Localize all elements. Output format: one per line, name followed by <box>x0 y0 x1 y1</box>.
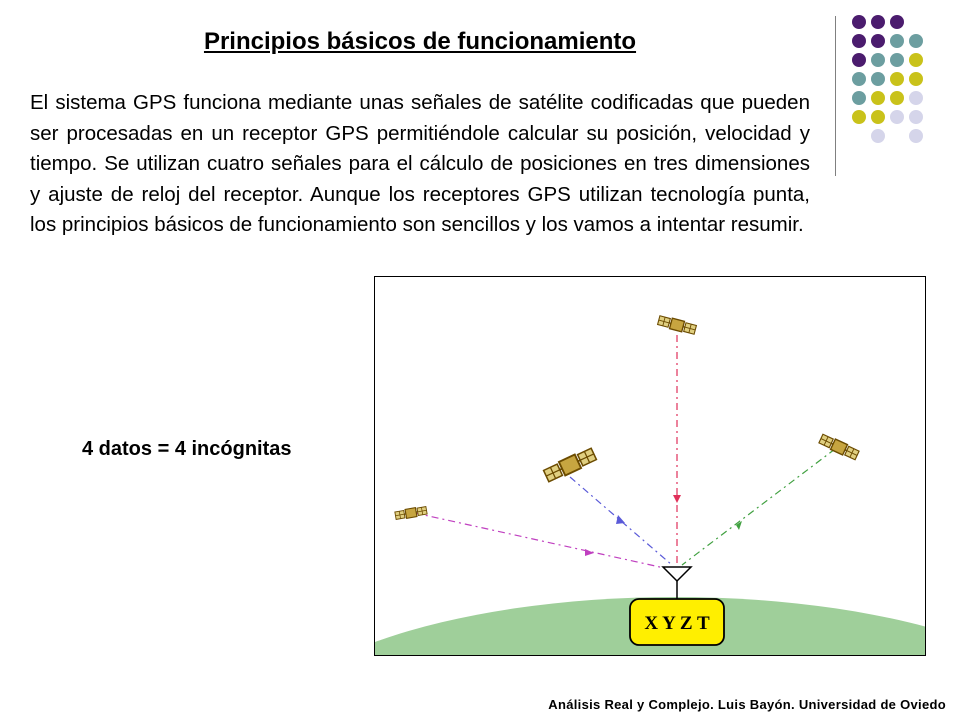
decorative-dot <box>909 72 923 86</box>
gps-diagram <box>374 276 926 656</box>
decorative-dot <box>852 72 866 86</box>
decorative-dot <box>871 15 885 29</box>
satellite-icon-left-lower <box>395 506 428 520</box>
decorative-dot <box>890 15 904 29</box>
decorative-dot <box>909 91 923 105</box>
decorative-dot <box>871 34 885 48</box>
decorative-dot <box>871 72 885 86</box>
decorative-dot <box>852 110 866 124</box>
decorative-dot <box>871 129 885 143</box>
decorative-dot <box>852 91 866 105</box>
page-title: Principios básicos de funcionamiento <box>203 28 637 55</box>
decorative-dot <box>890 91 904 105</box>
receiver-antenna-icon <box>663 567 691 599</box>
decorative-dot <box>909 34 923 48</box>
arrow-magenta <box>585 549 594 556</box>
arrow-blue <box>616 515 625 524</box>
satellite-icon-top <box>657 315 696 335</box>
decorative-dot <box>890 34 904 48</box>
decorative-dot <box>909 53 923 67</box>
footer-credit: Análisis Real y Complejo. Luis Bayón. Universidad de Oviedo <box>548 697 946 712</box>
equation-label: 4 datos = 4 incógnitas <box>82 438 292 460</box>
body-paragraph: El sistema GPS funciona mediante unas señales de satélite codificadas que pueden ser procesadas en un receptor GPS permitiéndole calcular su posición, velocidad y tiempo. Se utilizan cuatro señales para el cálculo de posiciones en tres dimensiones y ajuste de reloj del receptor. Aunque los receptores GPS utilizan tecnología punta, los principios básicos de funcionamiento son sencillos y los vamos a intentar resumir. <box>30 91 810 236</box>
receiver-label: X Y Z T <box>644 613 710 634</box>
decorative-dot <box>871 110 885 124</box>
decorative-dot <box>890 110 904 124</box>
decorative-dot <box>890 53 904 67</box>
decorative-dot <box>852 34 866 48</box>
decorative-dot <box>909 110 923 124</box>
decorative-dot <box>871 53 885 67</box>
decorative-dot <box>890 72 904 86</box>
decorative-dot <box>909 129 923 143</box>
signal-line-right <box>682 449 835 565</box>
decorative-dot <box>852 15 866 29</box>
signal-line-left-lower <box>415 513 669 569</box>
arrow-red <box>673 495 681 503</box>
decorative-dot <box>852 53 866 67</box>
decorative-dot <box>871 91 885 105</box>
